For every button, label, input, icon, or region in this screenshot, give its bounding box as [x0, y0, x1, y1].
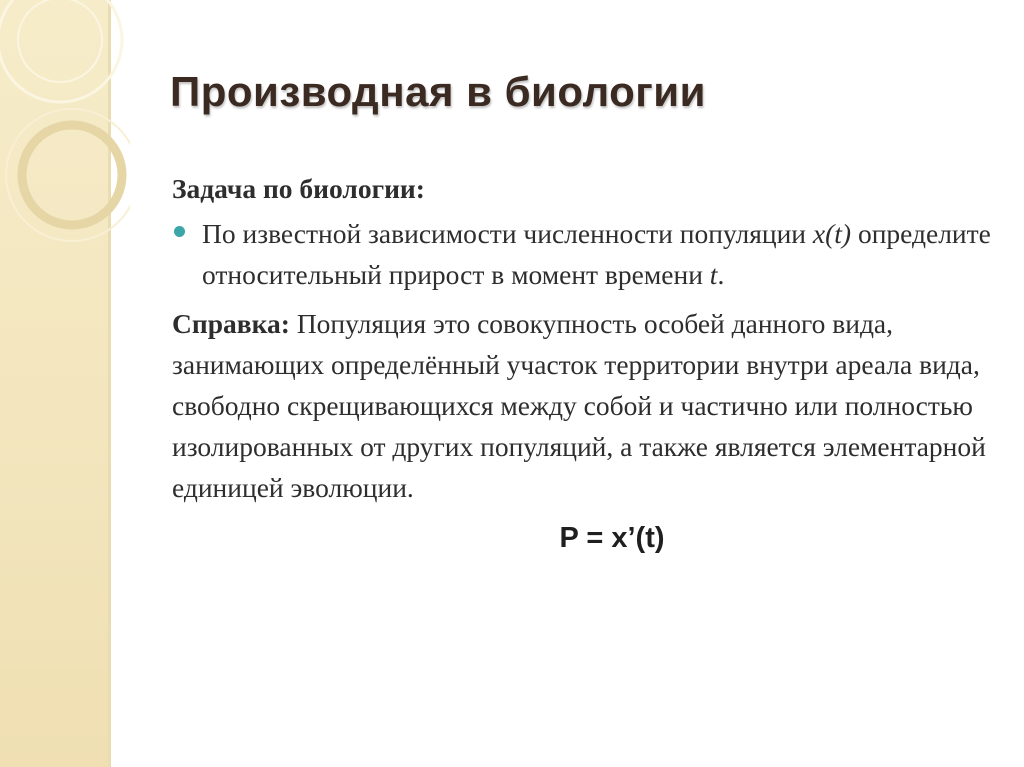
task-heading: Задача по биологии: [172, 173, 425, 204]
slide-title: Производная в биологии [170, 68, 706, 115]
task-text-part2: определите относительный прирост в момент времени [202, 218, 991, 290]
formula: P = x’(t) [559, 522, 665, 554]
task-variable-x: x(t) [812, 218, 852, 249]
task-bullet [172, 213, 992, 295]
task-text-part3: . [717, 259, 725, 290]
decorative-circles-icon [0, 0, 130, 330]
task-variable-t: t [709, 259, 718, 290]
task-text-part1: По известной зависимости численности популяции [202, 218, 813, 249]
reference-label: Справка: [172, 308, 290, 339]
reference-note [172, 303, 992, 508]
bullet-dot-icon [174, 226, 185, 237]
reference-text: Популяция это совокупность особей данного вида, занимающих определённый участок территории внутри ареала вида, свободно скрещивающихся между собой и частично или полностью изолированных от других популяций, а также является элементарной единицей эволюции. [172, 308, 986, 503]
slide-body [172, 168, 992, 559]
